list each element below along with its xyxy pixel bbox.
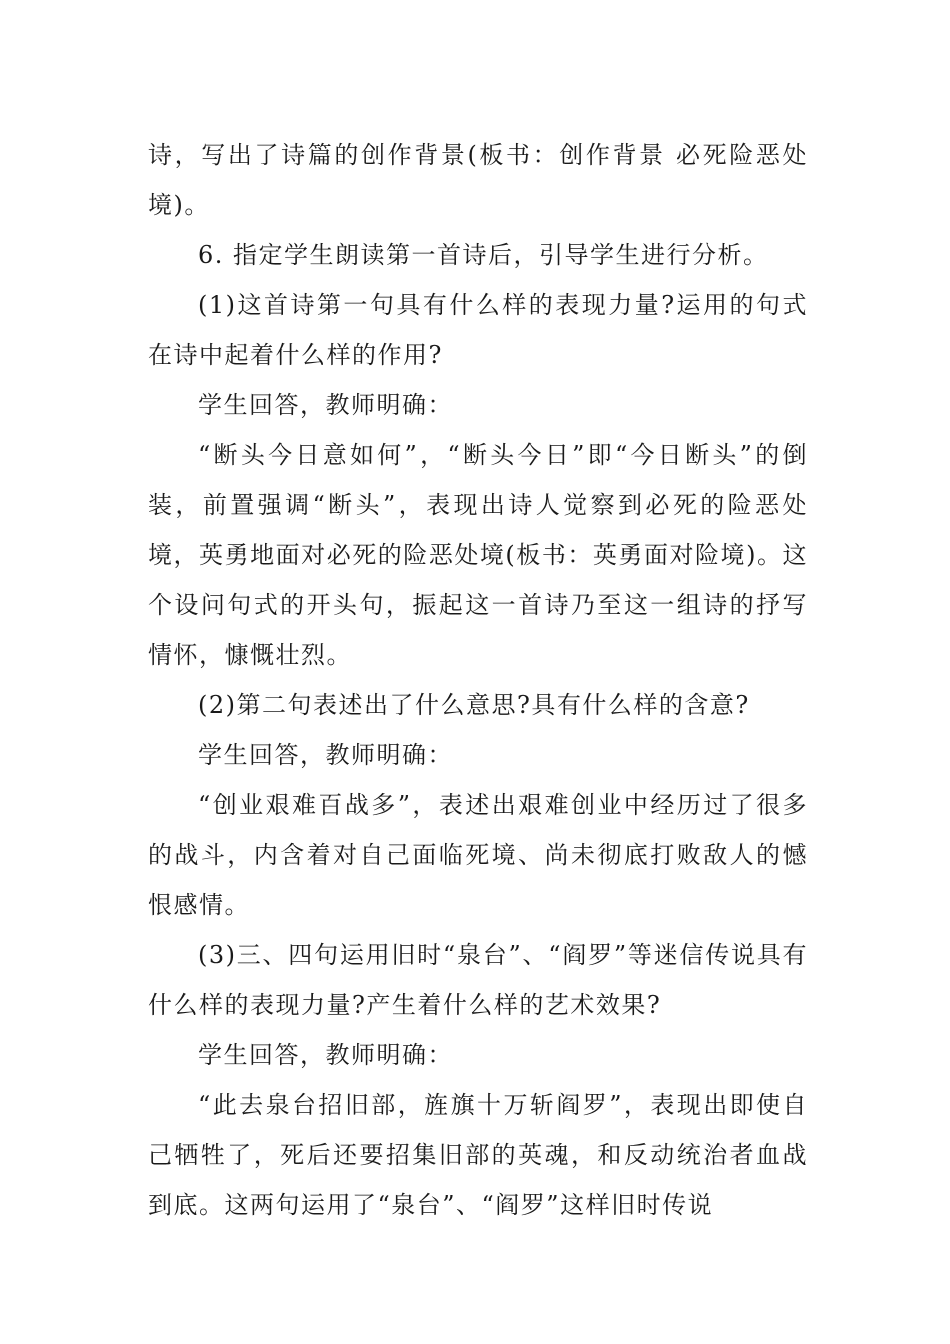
paragraph-answer-2: “创业艰难百战多”，表述出艰难创业中经历过了很多的战斗，内含着对自己面临死境、尚未彻底打败敌人的憾恨感情。 [148,791,808,919]
paragraph-question-3: (3)三、四句运用旧时“泉台”、“阎罗”等迷信传说具有什么样的表现力量?产生着什么样的艺术效果? [148,941,808,1019]
paragraph-question-1: (1)这首诗第一句具有什么样的表现力量?运用的句式在诗中起着什么样的作用? [148,291,808,369]
paragraph-question-2: (2)第二句表述出了什么意思?具有什么样的含意? [198,691,750,719]
paragraph-answer-1: “断头今日意如何”，“断头今日”即“今日断头”的倒装，前置强调“断头”，表现出诗人觉察到必死的险恶处境，英勇地面对必死的险恶处境(板书：英勇面对险境)。这个设问句式的开头句，振起这一首诗乃至这一组诗的抒写情怀，慷慨壮烈。 [148,441,808,669]
paragraph-answer-label-2: 学生回答，教师明确： [198,741,453,769]
paragraph-step-6: 6. 指定学生朗读第一首诗后，引导学生进行分析。 [198,241,769,269]
paragraph-answer-label-1: 学生回答，教师明确： [198,391,453,419]
paragraph-answer-label-3: 学生回答，教师明确： [198,1041,453,1069]
paragraph-answer-3: “此去泉台招旧部，旌旗十万斩阎罗”，表现出即使自己牺牲了，死后还要招集旧部的英魂，和反动统治者血战到底。这两句运用了“泉台”、“阎罗”这样旧时传说 [148,1091,808,1219]
paragraph-background-continuation: 诗，写出了诗篇的创作背景(板书：创作背景 必死险恶处境)。 [148,141,808,219]
document-body [148,130,808,1230]
